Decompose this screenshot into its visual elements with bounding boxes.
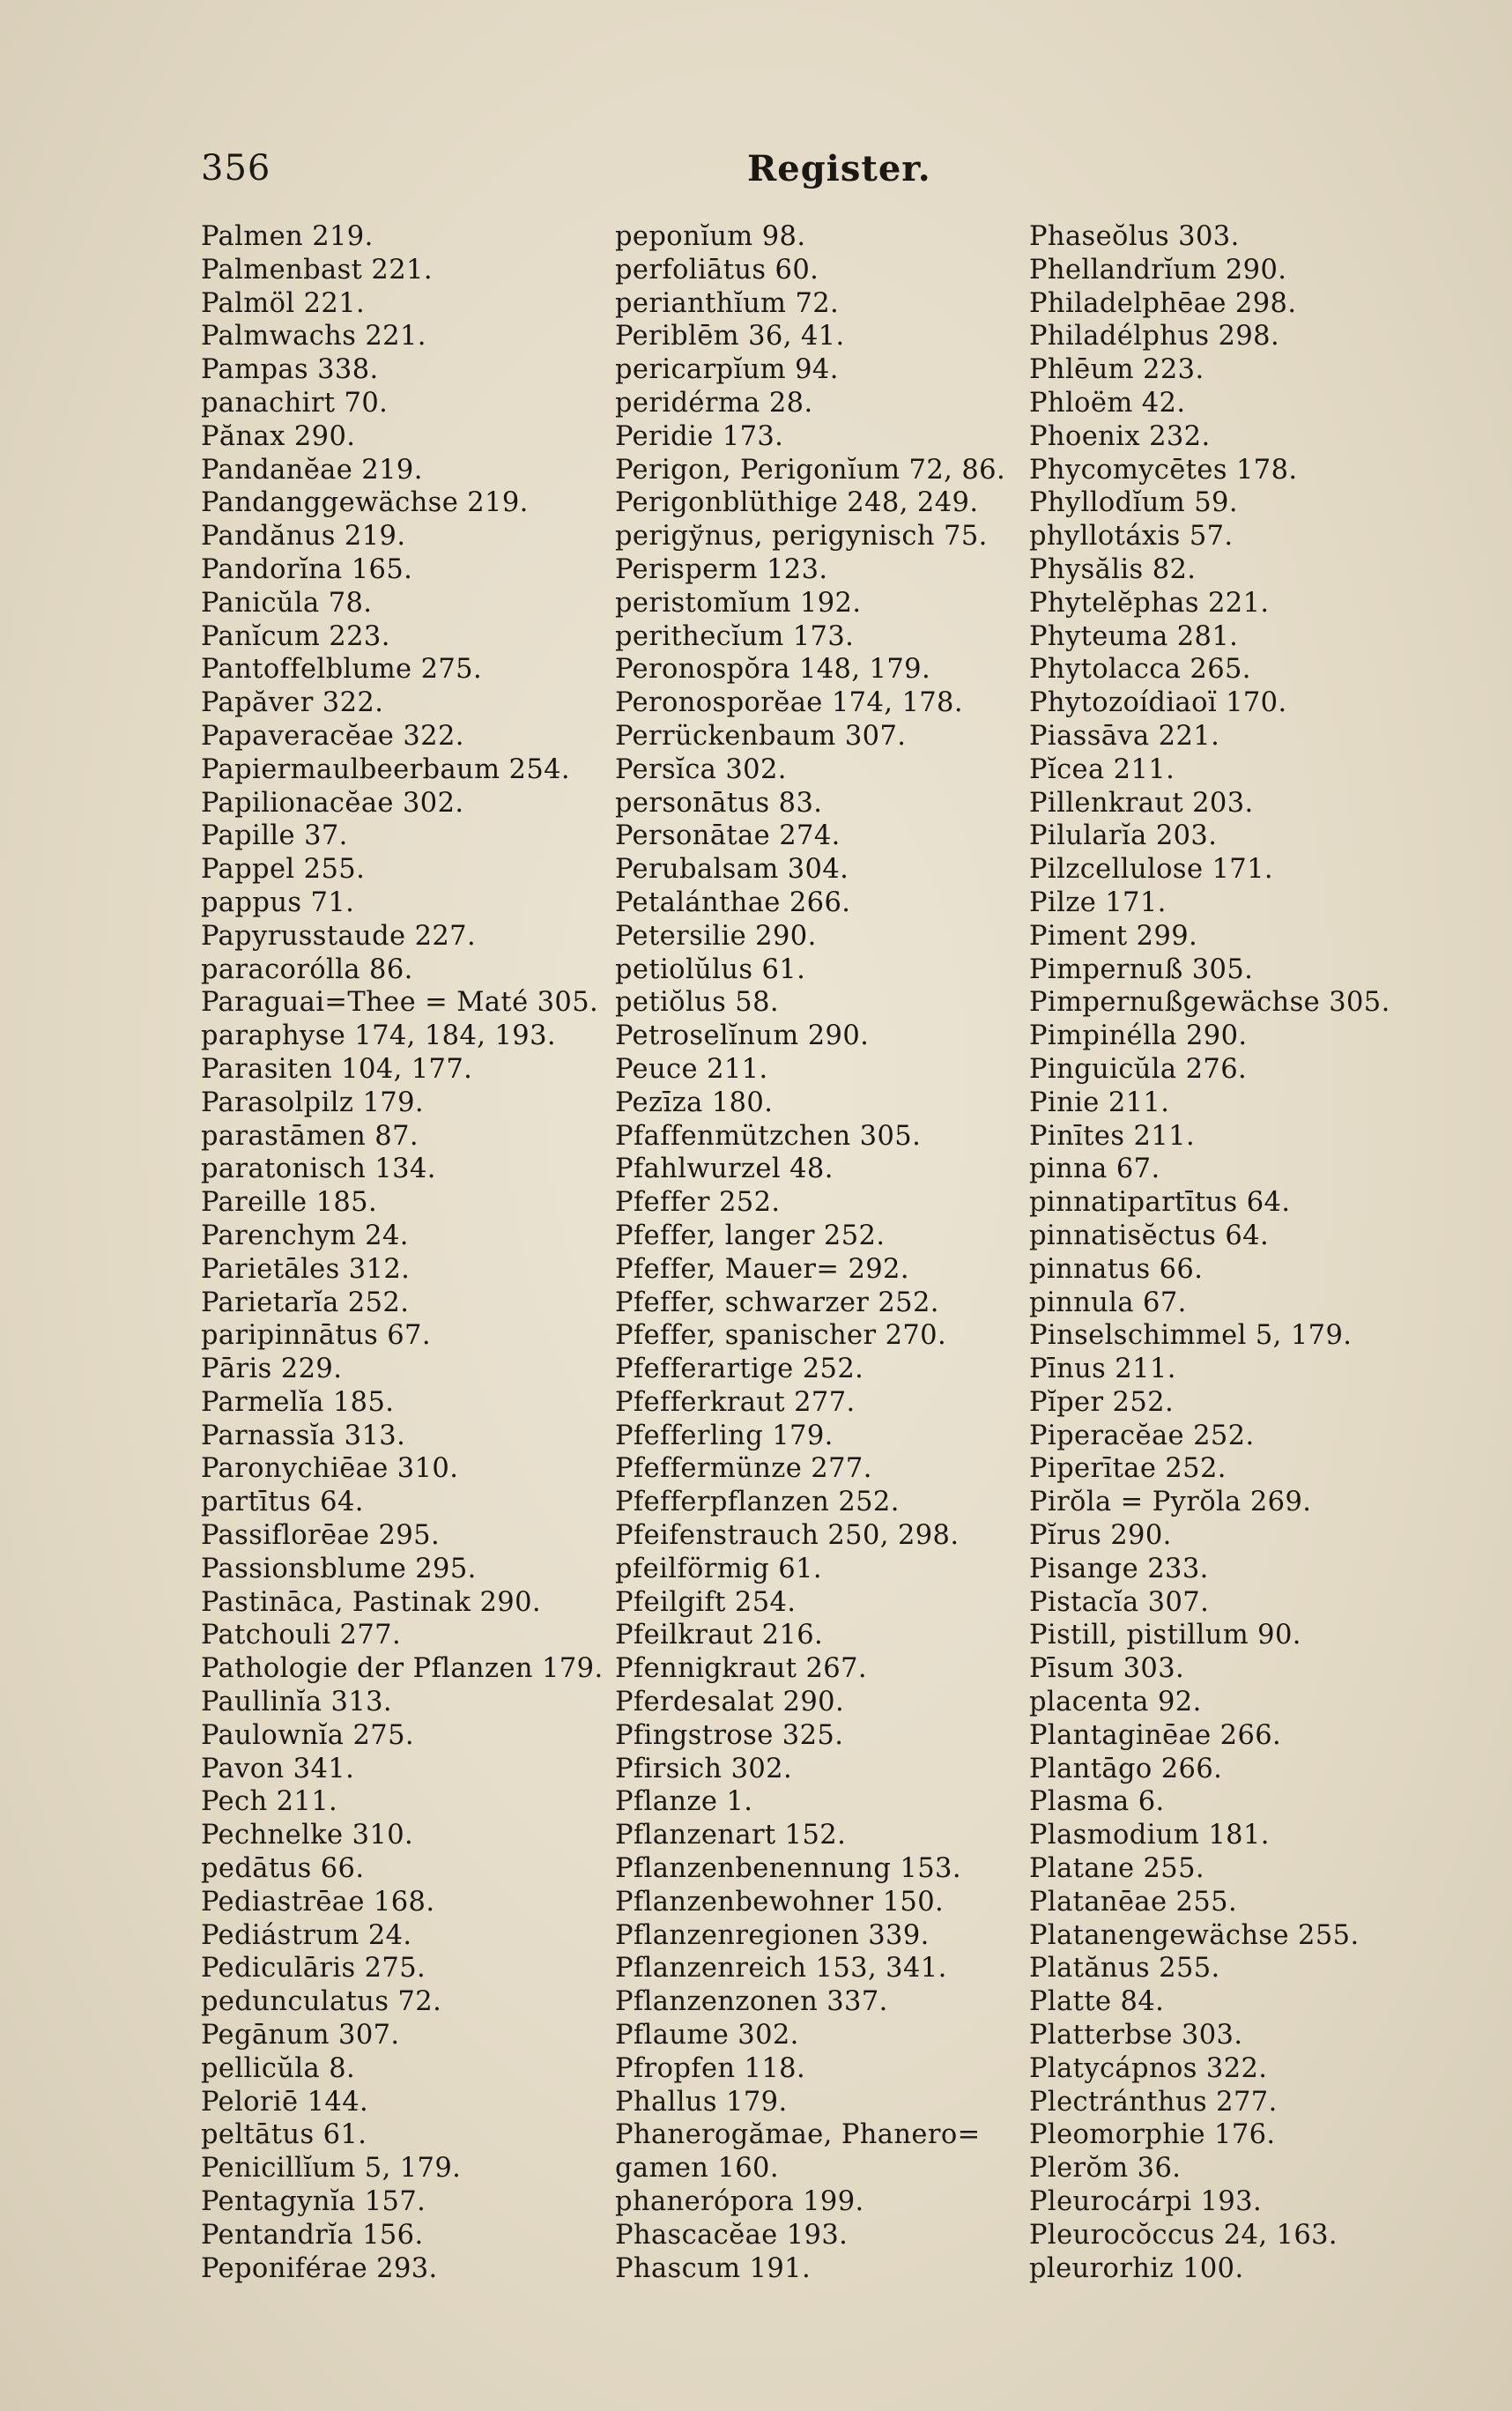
index-entry: Paronychiēae 310. — [201, 1453, 459, 1485]
index-entry: Pareille 185. — [201, 1187, 378, 1219]
index-entry: Pampas 338. — [201, 354, 379, 386]
index-entry: Pănax 290. — [201, 420, 356, 452]
index-entry: Plasmodium 181. — [1029, 1820, 1270, 1851]
index-entry: Pillenkraut 203. — [1029, 787, 1254, 819]
index-entry: Perigon, Perigonĭum 72, 86. — [615, 454, 1006, 486]
index-entry: Pfeilkraut 216. — [615, 1620, 824, 1651]
index-entry: Periblēm 36, 41. — [615, 321, 845, 352]
index-entry: Pistacĭa 307. — [1029, 1586, 1210, 1618]
index-entry: Perubalsam 304. — [615, 854, 849, 886]
index-entry: Phoenix 232. — [1029, 420, 1211, 452]
index-entry: Piperacĕae 252. — [1029, 1420, 1255, 1451]
index-entry: Phaseŏlus 303. — [1029, 221, 1240, 252]
index-entry: Paraguai=Thee = Maté 305. — [201, 987, 599, 1019]
index-entry: Papăver 322. — [201, 687, 384, 719]
index-entry: Pleurocárpi 193. — [1029, 2186, 1263, 2218]
index-entry: phaneróрora 199. — [615, 2186, 864, 2218]
index-entry: Plasma 6. — [1029, 1786, 1165, 1818]
index-entry: Papille 37. — [201, 820, 348, 852]
index-entry: peridérma 28. — [615, 387, 813, 419]
index-entry: Petalánthae 266. — [615, 887, 851, 918]
index-entry: Penicillĭum 5, 179. — [201, 2153, 462, 2185]
index-entry: Platanēae 255. — [1029, 1886, 1238, 1918]
page-header — [201, 148, 1442, 201]
index-entry: Paulownĭa 275. — [201, 1719, 414, 1751]
index-entry: Pavon 341. — [201, 1753, 355, 1784]
index-entry: Papyrusstaude 227. — [201, 920, 477, 952]
index-entry: Paullinĭa 313. — [201, 1687, 393, 1718]
index-column-3 — [1029, 220, 1390, 2285]
index-entry: Plantāgo 266. — [1029, 1753, 1223, 1784]
index-entry: Pfeffer, spanischer 270. — [615, 1320, 947, 1352]
index-entry: Phloëm 42. — [1029, 387, 1186, 419]
index-entry: Pediástrum 24. — [201, 1919, 412, 1951]
index-entry: Pech 211. — [201, 1786, 338, 1818]
index-entry: phyllotáxis 57. — [1029, 521, 1234, 553]
running-title: Register. — [747, 148, 931, 189]
index-entry: pfeilförmig 61. — [615, 1553, 823, 1584]
index-entry: Pfefferpflanzen 252. — [615, 1487, 900, 1518]
page-number: 356 — [201, 148, 271, 189]
index-entry: Passionsblume 295. — [201, 1553, 477, 1584]
index-entry: Pleomorphie 176. — [1029, 2119, 1276, 2151]
index-entry: Piment 299. — [1029, 920, 1198, 952]
index-entry: Pflanzenbewohner 150. — [615, 1886, 945, 1918]
index-column-1 — [201, 220, 604, 2285]
index-entry: pleurorhiz 100. — [1029, 2252, 1244, 2284]
index-entry: pericarpĭum 94. — [615, 354, 839, 386]
index-entry: Pleurocŏccus 24, 163. — [1029, 2219, 1338, 2251]
index-entry: peristomĭum 192. — [615, 587, 862, 619]
index-entry: Palmöl 221. — [201, 287, 366, 319]
index-entry: Pimpernuß 305. — [1029, 953, 1254, 985]
index-entry: Parietarĭa 252. — [201, 1287, 410, 1318]
index-entry: Pīnus 211. — [1029, 1354, 1176, 1385]
index-entry: Pflanzenbenennung 153. — [615, 1853, 961, 1885]
index-entry: Platterbse 303. — [1029, 2020, 1243, 2051]
index-entry: Pfeifenstrauch 250, 298. — [615, 1520, 960, 1552]
index-entry: perianthĭum 72. — [615, 287, 840, 319]
index-entry: Papilionacĕae 302. — [201, 787, 464, 819]
index-entry: pedunculatus 72. — [201, 1986, 442, 2018]
index-entry: Philadelphēae 298. — [1029, 287, 1297, 319]
index-entry: Pfennigkraut 267. — [615, 1653, 867, 1685]
index-entry: Perrückenbaum 307. — [615, 720, 907, 752]
index-entry: Pentagynĭa 157. — [201, 2186, 426, 2218]
index-entry: Pinselschimmel 5, 179. — [1029, 1320, 1353, 1352]
index-entry: Pflanze 1. — [615, 1786, 753, 1818]
index-entry: Parnassĭa 313. — [201, 1420, 406, 1451]
index-entry: Pflanzenart 152. — [615, 1820, 847, 1851]
index-entry: Pfirsich 302. — [615, 1753, 793, 1784]
index-entry: personātus 83. — [615, 787, 823, 819]
index-entry: Phascacĕae 193. — [615, 2219, 849, 2251]
index-entry: Peronosporĕae 174, 178. — [615, 687, 963, 719]
index-entry: Pinie 211. — [1029, 1087, 1170, 1118]
index-entry: Platycápnos 322. — [1029, 2052, 1268, 2084]
index-entry: pappus 71. — [201, 887, 355, 918]
index-entry: Phytelĕphas 221. — [1029, 587, 1270, 619]
index-entry: Phanerogămae, Phanero= — [615, 2119, 981, 2151]
index-entry: Pandanggewächse 219. — [201, 487, 529, 519]
index-entry: Perigonblüthige 248, 249. — [615, 487, 979, 519]
index-entry: Pfaffenmützchen 305. — [615, 1120, 922, 1152]
index-entry: Pilzcellulose 171. — [1029, 854, 1274, 886]
index-entry: Pinītes 211. — [1029, 1120, 1196, 1152]
index-entry: Pimpinélla 290. — [1029, 1020, 1248, 1052]
index-entry: Phlēum 223. — [1029, 354, 1204, 386]
index-entry: Phyteuma 281. — [1029, 620, 1239, 652]
index-entry: Patchouli 277. — [201, 1620, 402, 1651]
index-entry: Pechnelke 310. — [201, 1820, 414, 1851]
index-entry: placenta 92. — [1029, 1687, 1202, 1718]
index-entry: Phycomycētes 178. — [1029, 454, 1298, 486]
index-entry: Pflanzenreich 153, 341. — [615, 1953, 947, 1984]
index-entry: Pegānum 307. — [201, 2020, 400, 2051]
index-entry: Plerŏm 36. — [1029, 2153, 1182, 2185]
index-entry: Pandanĕae 219. — [201, 454, 423, 486]
index-entry: Parasolpilz 179. — [201, 1087, 424, 1118]
index-entry: Palmen 219. — [201, 221, 374, 252]
index-entry: Petroselĭnum 290. — [615, 1020, 870, 1052]
index-entry: Pflanzenregionen 339. — [615, 1919, 930, 1951]
index-entry: Pfeffer, schwarzer 252. — [615, 1287, 939, 1318]
index-entry: paraphyse 174, 184, 193. — [201, 1020, 556, 1052]
index-entry: Pirŏla = Pyrŏla 269. — [1029, 1487, 1312, 1518]
index-entry: Pfefferling 179. — [615, 1420, 834, 1451]
index-entry: pinnula 67. — [1029, 1287, 1187, 1318]
index-entry: Pfeffer, Mauer= 292. — [615, 1253, 909, 1285]
index-entry: gamen 160. — [615, 2153, 779, 2185]
index-entry: Pastināca, Pastinak 290. — [201, 1586, 541, 1618]
index-entry: Piperītae 252. — [1029, 1453, 1227, 1485]
index-entry: Pĭcea 211. — [1029, 753, 1175, 785]
index-entry: Pĭrus 290. — [1029, 1520, 1172, 1552]
index-entry: Peridie 173. — [615, 420, 784, 452]
index-entry: Plantaginēae 266. — [1029, 1719, 1282, 1751]
index-entry: Pinguicŭla 276. — [1029, 1053, 1248, 1085]
index-entry: Pfeffer, langer 252. — [615, 1220, 886, 1251]
index-entry: pinnatipartītus 64. — [1029, 1187, 1291, 1219]
index-entry: Phytolacca 265. — [1029, 654, 1251, 686]
index-entry: Pandorĭna 165. — [201, 553, 413, 585]
index-entry: Pfahlwurzel 48. — [615, 1154, 834, 1185]
index-entry: Pĭper 252. — [1029, 1386, 1175, 1418]
index-entry: peponĭum 98. — [615, 221, 806, 252]
index-entry: Peronospŏra 148, 179. — [615, 654, 931, 686]
index-entry: Pfeffermünze 277. — [615, 1453, 872, 1485]
index-entry: Platane 255. — [1029, 1853, 1204, 1885]
index-entry: Papiermaulbeerbaum 254. — [201, 753, 571, 785]
index-entry: Phallus 179. — [615, 2086, 788, 2118]
index-entry: Pistill, pistillum 90. — [1029, 1620, 1301, 1651]
index-entry: Pilze 171. — [1029, 887, 1167, 918]
index-entry: Pezīza 180. — [615, 1087, 774, 1118]
index-entry: partītus 64. — [201, 1487, 364, 1518]
index-entry: Pisange 233. — [1029, 1553, 1209, 1584]
index-entry: Panicŭla 78. — [201, 587, 373, 619]
index-entry: pinnatisĕctus 64. — [1029, 1220, 1270, 1251]
index-entry: Phellandrĭum 290. — [1029, 254, 1287, 286]
index-entry: Pfefferartige 252. — [615, 1354, 864, 1385]
index-entry: pellicŭla 8. — [201, 2052, 356, 2084]
index-entry: Pantoffelblume 275. — [201, 654, 483, 686]
index-entry: Peuce 211. — [615, 1053, 768, 1085]
index-entry: Phyllodĭum 59. — [1029, 487, 1238, 519]
index-entry: pinna 67. — [1029, 1154, 1160, 1185]
index-entry: Passiflorēae 295. — [201, 1520, 441, 1552]
index-entry: Pfingstrose 325. — [615, 1719, 844, 1751]
index-entry: Pfeffer 252. — [615, 1187, 781, 1219]
index-entry: Pfropfen 118. — [615, 2052, 806, 2084]
index-entry: Parenchym 24. — [201, 1220, 409, 1251]
index-entry: pedātus 66. — [201, 1853, 365, 1885]
index-entry: Pimpernußgewächse 305. — [1029, 987, 1390, 1019]
index-entry: Pfeilgift 254. — [615, 1586, 797, 1618]
index-entry: perigўnus, perigynisch 75. — [615, 521, 988, 553]
index-entry: Palmenbast 221. — [201, 254, 433, 286]
index-entry: Pandănus 219. — [201, 521, 406, 553]
index-entry: Personātae 274. — [615, 820, 841, 852]
index-entry: Pferdesalat 290. — [615, 1687, 845, 1718]
index-entry: parastāmen 87. — [201, 1120, 419, 1152]
index-entry: Palmwachs 221. — [201, 321, 426, 352]
index-entry: Parietāles 312. — [201, 1253, 411, 1285]
index-entry: Persĭca 302. — [615, 753, 787, 785]
index-entry: Pflaume 302. — [615, 2020, 799, 2051]
index-entry: Plectránthus 277. — [1029, 2086, 1278, 2118]
index-entry: Perisperm 123. — [615, 553, 828, 585]
index-entry: Piassāva 221. — [1029, 720, 1220, 752]
index-entry: Pāris 229. — [201, 1354, 343, 1385]
index-entry: peltātus 61. — [201, 2119, 367, 2151]
index-entry: Petersilie 290. — [615, 920, 817, 952]
index-entry: perfoliātus 60. — [615, 254, 819, 286]
index-entry: Pentandrĭa 156. — [201, 2219, 424, 2251]
index-entry: Pediculāris 275. — [201, 1953, 426, 1984]
index-entry: Pflanzenzonen 337. — [615, 1986, 888, 2018]
index-entry: paripinnātus 67. — [201, 1320, 431, 1352]
index-entry: Pfefferkraut 277. — [615, 1386, 856, 1418]
index-entry: petiolŭlus 61. — [615, 953, 806, 985]
index-entry: Pathologie der Pflanzen 179. — [201, 1653, 604, 1685]
index-entry: Pilularĭa 203. — [1029, 820, 1218, 852]
index-entry: Phytozoídiaoï 170. — [1029, 687, 1287, 719]
index-entry: Peponiférae 293. — [201, 2252, 438, 2284]
index-entry: Platănus 255. — [1029, 1953, 1220, 1984]
index-entry: Parasiten 104, 177. — [201, 1053, 473, 1085]
index-entry: Peloriē 144. — [201, 2086, 369, 2118]
index-entry: Parmelĭa 185. — [201, 1386, 395, 1418]
index-entry: paratonisch 134. — [201, 1154, 436, 1185]
index-entry: perithecĭum 173. — [615, 620, 855, 652]
index-entry: Pediastrēae 168. — [201, 1886, 435, 1918]
index-entry: Panĭcum 223. — [201, 620, 390, 652]
index-entry: panachirt 70. — [201, 387, 389, 419]
index-entry: Pappel 255. — [201, 854, 366, 886]
index-column-2 — [615, 220, 1005, 2285]
index-entry: Pīsum 303. — [1029, 1653, 1185, 1685]
index-entry: paracorólla 86. — [201, 953, 413, 985]
index-entry: Philadélphus 298. — [1029, 321, 1280, 352]
index-entry: Physălis 82. — [1029, 553, 1197, 585]
index-entry: Platanengewächse 255. — [1029, 1919, 1360, 1951]
index-entry: Papaveracĕae 322. — [201, 720, 464, 752]
index-entry: petiŏlus 58. — [615, 987, 779, 1019]
index-entry: pinnatus 66. — [1029, 1253, 1204, 1285]
index-entry: Platte 84. — [1029, 1986, 1165, 2018]
index-entry: Phascum 191. — [615, 2252, 812, 2284]
